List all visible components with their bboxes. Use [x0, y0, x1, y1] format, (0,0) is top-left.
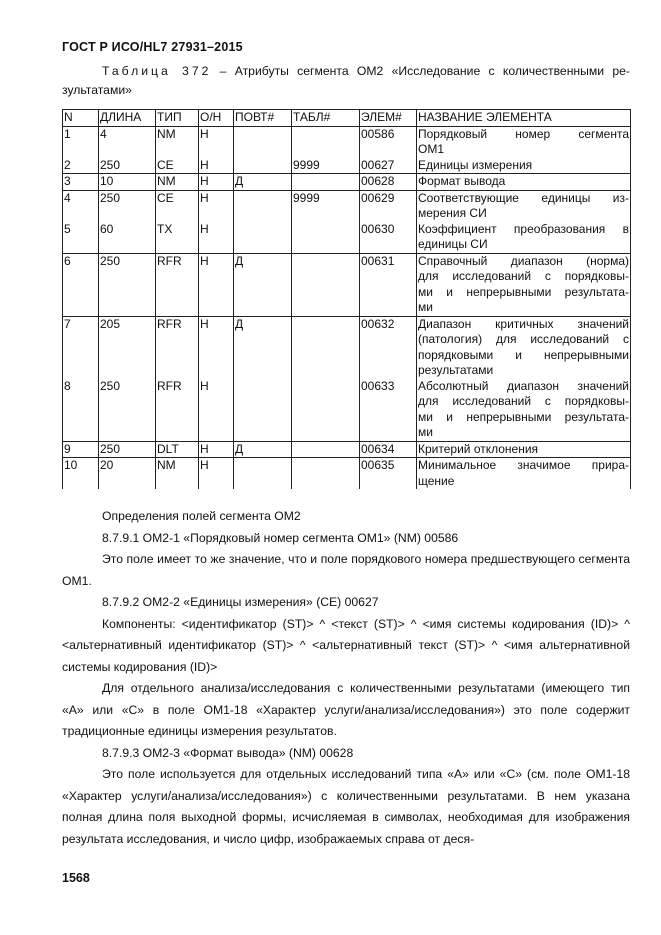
table-row — [63, 253, 631, 316]
col-header: НАЗВАНИЕ ЭЛЕМЕНТА — [417, 110, 631, 127]
element-name-line: Единицы измерения — [418, 157, 533, 172]
body-paragraph: 8.7.9.1 OM2-1 «Порядковый номер сегмента OM1» (NM) 00586 — [102, 530, 459, 545]
document-header: ГОСТ Р ИСО/HL7 27931–2015 — [62, 40, 243, 54]
col-header: ТИП — [156, 110, 199, 127]
cell-table — [292, 379, 360, 442]
cell-type: RFR — [156, 316, 199, 379]
element-name-line: щение — [418, 473, 455, 488]
cell-length: 205 — [99, 316, 156, 379]
cell-element: 00632 — [360, 316, 417, 379]
cell-element-name — [417, 458, 631, 490]
table-row — [63, 222, 631, 254]
element-name-line: единицы СИ — [418, 237, 488, 251]
element-name-line: Минимальное значимое прира- — [418, 458, 629, 472]
element-name-line: ми и непрерывными результата- — [418, 409, 629, 424]
cell-table — [292, 253, 360, 316]
element-name-line: Соответствующие единицы из- — [418, 190, 629, 205]
cell-element-name — [417, 174, 631, 191]
cell-optionality: Н — [199, 253, 234, 316]
element-name-line: (патология) для исследований с — [418, 332, 629, 346]
cell-length: 250 — [99, 158, 156, 174]
cell-element: 00627 — [360, 158, 417, 174]
cell-number: 3 — [63, 174, 99, 191]
element-name-line: порядковыми и непрерывными — [418, 347, 629, 362]
cell-repeat — [234, 190, 292, 222]
element-name-line: результатами — [418, 363, 494, 377]
cell-table — [292, 126, 360, 158]
cell-length: 250 — [99, 441, 156, 458]
cell-repeat — [234, 379, 292, 442]
cell-number: 5 — [63, 222, 99, 254]
cell-type: NM — [156, 126, 199, 158]
cell-optionality: Н — [199, 379, 234, 442]
cell-element: 00629 — [360, 190, 417, 222]
element-name-line: ОМ1 — [418, 142, 445, 156]
cell-element: 00630 — [360, 222, 417, 254]
body-paragraph: Компоненты: <идентификатор (ST)> ^ <текст (ST)> ^ <имя системы кодирования (ID)> ^ <альтернативный идентификатор (ST)> ^ <альтернативный текст (ST)> ^ <имя альтернативной системы кодирования (ID)> — [62, 616, 630, 674]
cell-optionality: Н — [199, 190, 234, 222]
element-name-line: Справочный диапазон (норма) — [418, 253, 629, 268]
cell-repeat: Д — [234, 253, 292, 316]
element-name-line: для исследований с порядковы- — [418, 269, 629, 283]
cell-length: 250 — [99, 190, 156, 222]
caption-label: Таблица 372 — [102, 64, 212, 78]
cell-optionality: Н — [199, 222, 234, 254]
cell-number: 1 — [63, 126, 99, 158]
element-name-line: ми и непрерывными результата- — [418, 284, 629, 299]
body-paragraph: 8.7.9.3 OM2-3 «Формат вывода» (NM) 00628 — [102, 745, 354, 760]
element-name-line: ми — [418, 425, 433, 439]
cell-element: 00631 — [360, 253, 417, 316]
cell-repeat: Д — [234, 174, 292, 191]
cell-type: RFR — [156, 253, 199, 316]
cell-type: DLT — [156, 441, 199, 458]
cell-number: 10 — [63, 458, 99, 490]
cell-type: CE — [156, 190, 199, 222]
cell-type: NM — [156, 174, 199, 191]
attributes-table — [62, 109, 631, 489]
cell-table — [292, 222, 360, 254]
table-row — [63, 379, 631, 442]
caption-line-2: зультатами» — [62, 83, 132, 97]
cell-element-name — [417, 222, 631, 254]
element-name-line: ми — [418, 300, 433, 314]
table-caption — [62, 62, 630, 100]
caption-text: Атрибуты сегмента OM2 «Исследование с количественными ре- — [234, 64, 630, 78]
cell-table: 9999 — [292, 158, 360, 174]
table-row — [63, 441, 631, 458]
cell-table: 9999 — [292, 190, 360, 222]
cell-length: 10 — [99, 174, 156, 191]
cell-table — [292, 316, 360, 379]
body-paragraph: Это поле имеет то же значение, что и поле порядкового номера предшествующего сегмента OM1. — [62, 552, 630, 588]
cell-type: TX — [156, 222, 199, 254]
cell-element-name — [417, 190, 631, 222]
cell-table — [292, 174, 360, 191]
body-text — [62, 506, 630, 850]
cell-optionality: Н — [199, 441, 234, 458]
cell-number: 8 — [63, 379, 99, 442]
cell-element: 00628 — [360, 174, 417, 191]
element-name-line: Порядковый номер сегмента — [418, 126, 629, 141]
cell-optionality: Н — [199, 126, 234, 158]
cell-type: NM — [156, 458, 199, 490]
cell-element-name — [417, 253, 631, 316]
cell-type: CE — [156, 158, 199, 174]
element-name-line: для исследований с порядковы- — [418, 394, 629, 408]
col-header: О/Н — [199, 110, 234, 127]
cell-element-name — [417, 158, 631, 174]
body-paragraph: Это поле используется для отдельных исследований типа «А» или «С» (см. поле OM1-18 «Характер услуги/анализа/исследования») с количественными результатами. В нем указана полная длина поля выходной формы, исчисляемая в символах, необходимая для изображения результата исследования, и число цифр, изображаемых справа от деся- — [62, 767, 630, 846]
cell-table — [292, 441, 360, 458]
element-name-line: Диапазон критичных значений — [418, 316, 629, 331]
table-row — [63, 126, 631, 158]
element-name-line: мерения СИ — [418, 206, 487, 220]
cell-element: 00633 — [360, 379, 417, 442]
cell-repeat: Д — [234, 441, 292, 458]
element-name-line: Формат вывода — [418, 174, 506, 188]
body-paragraph: Для отдельного анализа/исследования с количественными результатами (имеющего тип «А» или «С» в поле OM1-18 «Характер услуги/анализа/исследования») это поле содержит традиционные единицы измерения результатов. — [62, 681, 630, 738]
cell-optionality: Н — [199, 316, 234, 379]
cell-element: 00586 — [360, 126, 417, 158]
element-name-line: Критерий отклонения — [418, 441, 539, 456]
caption-line-1 — [62, 62, 630, 81]
cell-number: 4 — [63, 190, 99, 222]
cell-optionality: Н — [199, 458, 234, 490]
table-row — [63, 158, 631, 174]
table-header-row — [63, 110, 631, 127]
col-header: ПОВТ# — [234, 110, 292, 127]
cell-optionality: Н — [199, 158, 234, 174]
body-paragraph: Определения полей сегмента OM2 — [102, 509, 301, 523]
table-row — [63, 174, 631, 191]
body-paragraph: 8.7.9.2 OM2-2 «Единицы измерения» (CE) 00627 — [102, 595, 379, 609]
cell-length: 60 — [99, 222, 156, 254]
cell-number: 7 — [63, 316, 99, 379]
cell-element-name — [417, 316, 631, 379]
cell-length: 20 — [99, 458, 156, 490]
cell-number: 9 — [63, 441, 99, 458]
cell-element-name — [417, 126, 631, 158]
cell-table — [292, 458, 360, 490]
cell-number: 2 — [63, 158, 99, 174]
col-header: ДЛИНА — [99, 110, 156, 127]
cell-element-name — [417, 379, 631, 442]
col-header: N — [63, 110, 99, 127]
cell-number: 6 — [63, 253, 99, 316]
element-name-line: Абсолютный диапазон значений — [418, 378, 629, 393]
page-number: 1568 — [62, 871, 90, 885]
cell-repeat: Д — [234, 316, 292, 379]
cell-repeat — [234, 222, 292, 254]
table-row — [63, 458, 631, 490]
cell-type: RFR — [156, 379, 199, 442]
cell-element: 00635 — [360, 458, 417, 490]
caption-dash: – — [211, 64, 235, 78]
cell-length: 250 — [99, 253, 156, 316]
cell-length: 4 — [99, 126, 156, 158]
cell-element-name — [417, 441, 631, 458]
table-row — [63, 190, 631, 222]
cell-repeat — [234, 126, 292, 158]
element-name-line: Коэффициент преобразования в — [418, 221, 629, 236]
table-row — [63, 316, 631, 379]
table-body — [63, 126, 631, 489]
cell-optionality: Н — [199, 174, 234, 191]
col-header: ЭЛЕМ# — [360, 110, 417, 127]
cell-repeat — [234, 458, 292, 490]
cell-length: 250 — [99, 379, 156, 442]
cell-repeat — [234, 158, 292, 174]
col-header: ТАБЛ# — [292, 110, 360, 127]
cell-element: 00634 — [360, 441, 417, 458]
